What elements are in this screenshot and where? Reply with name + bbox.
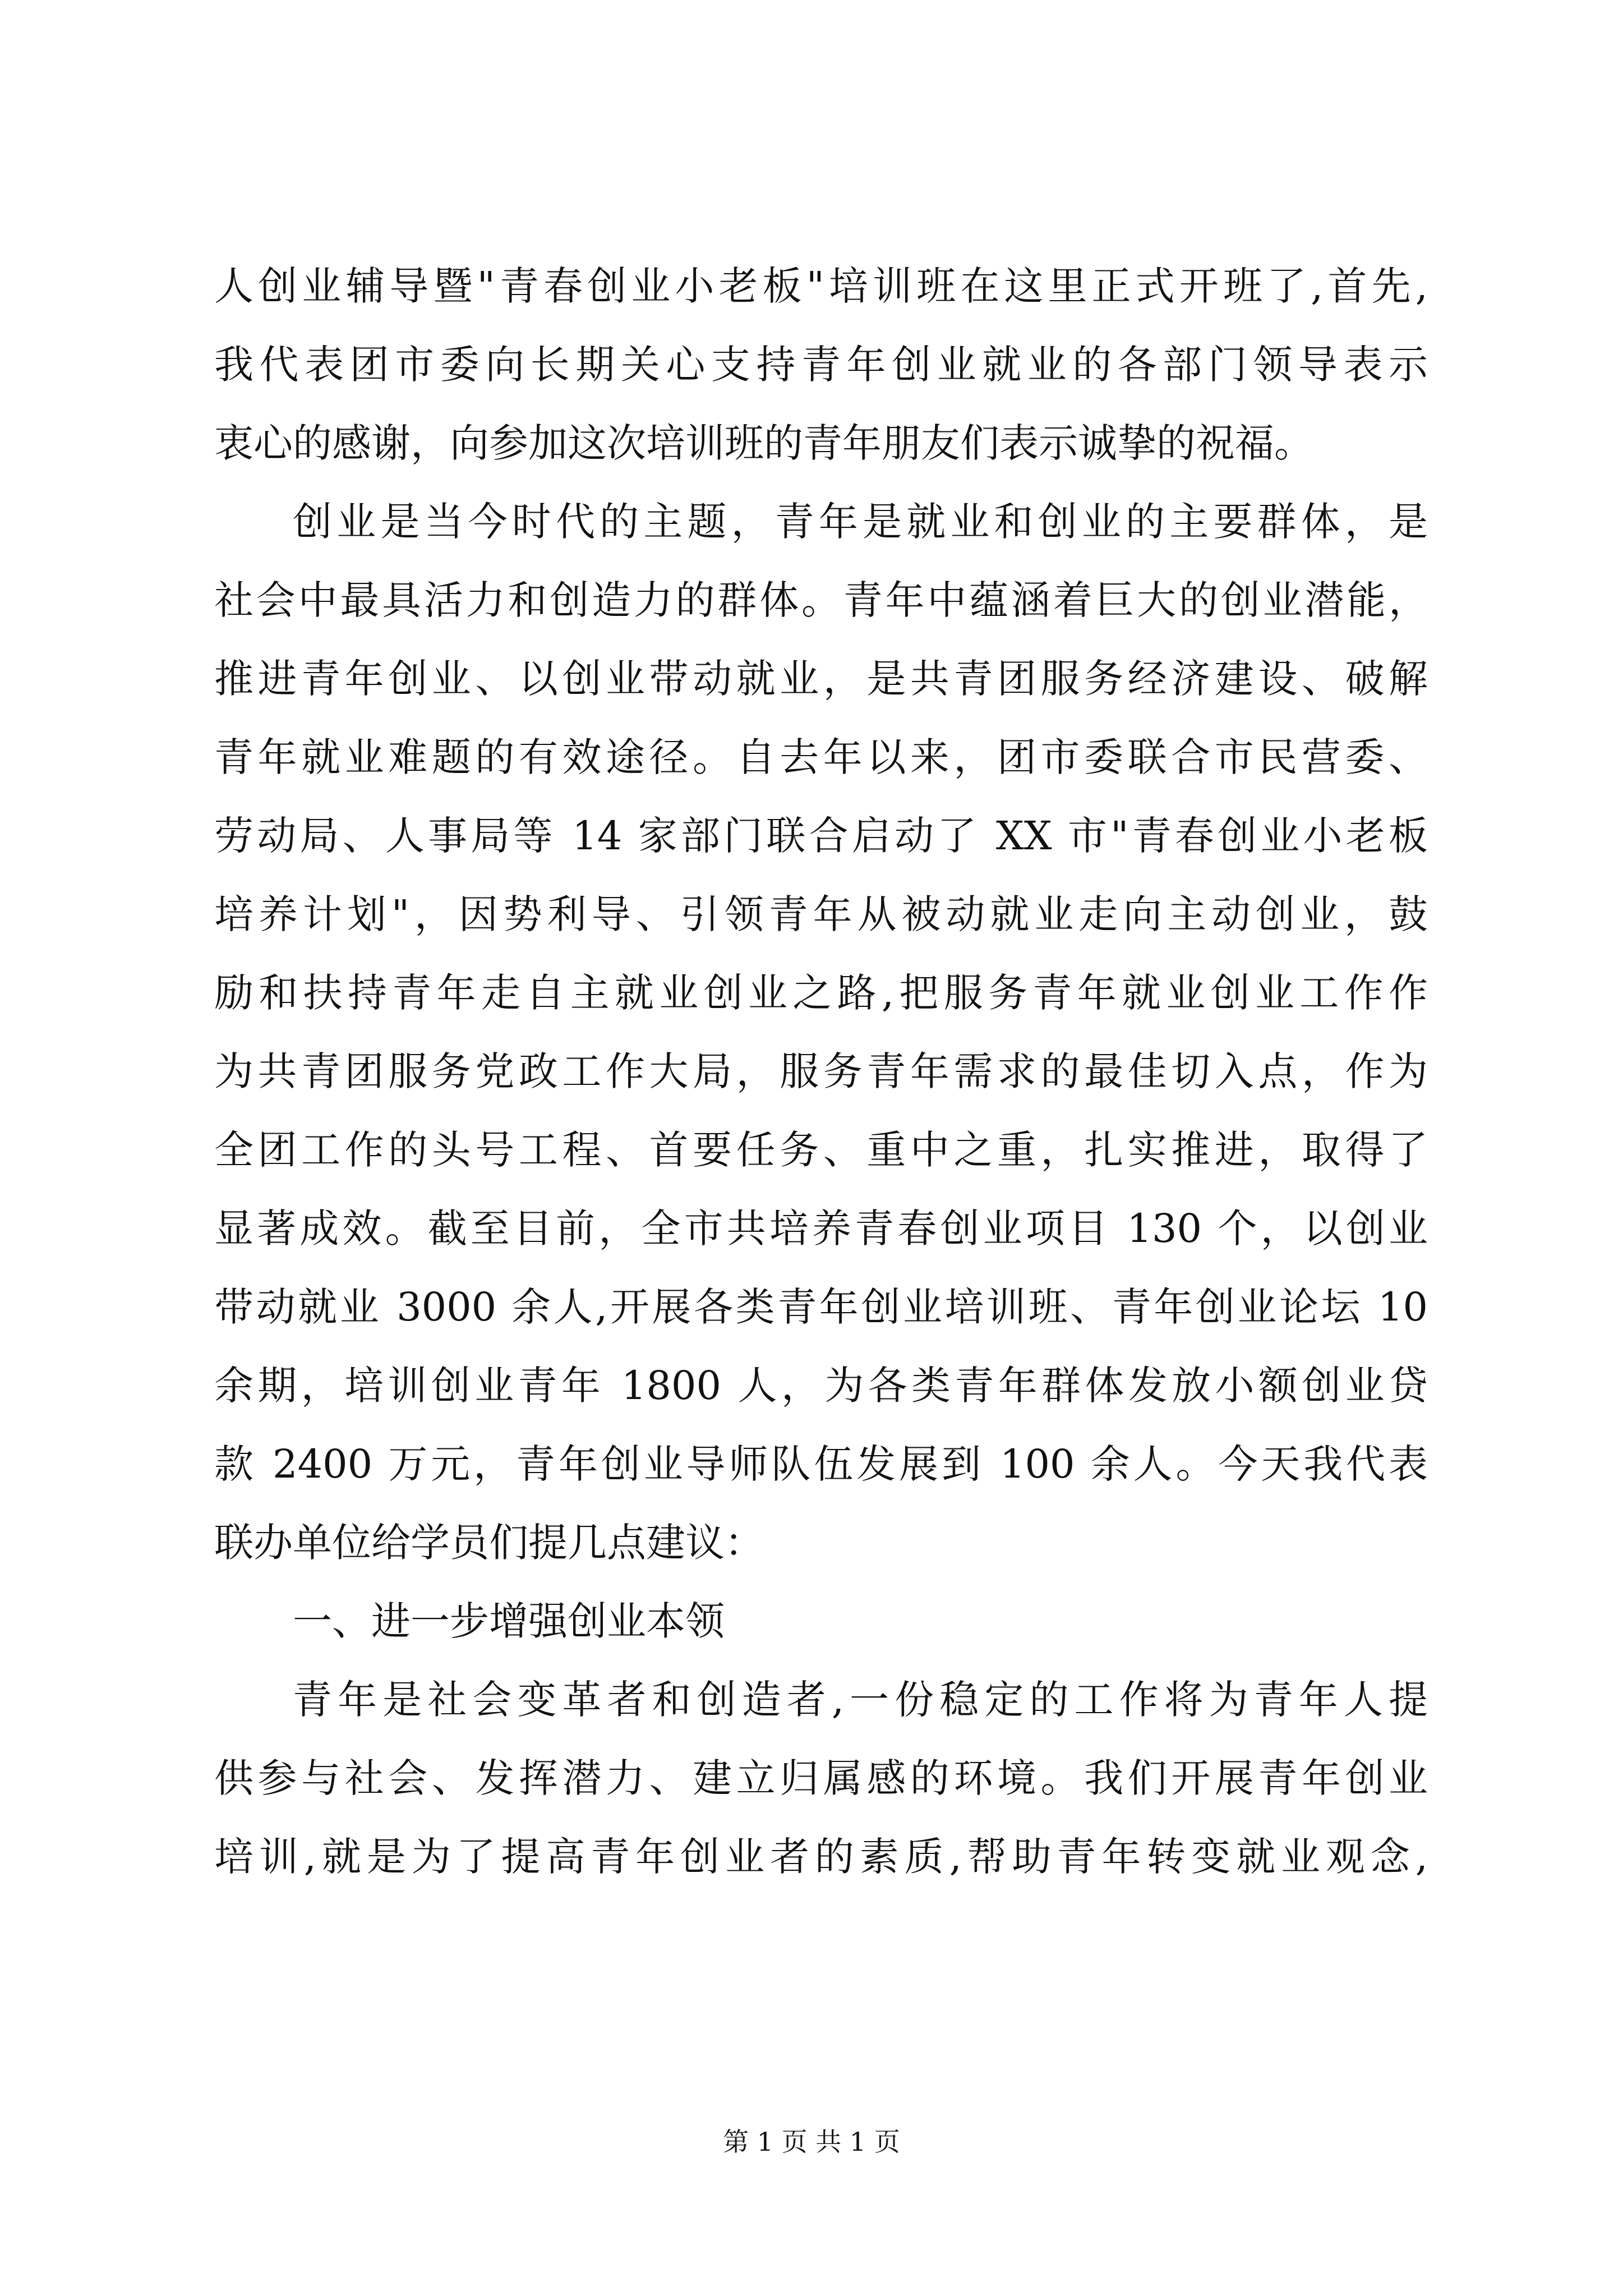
text-line: 为共青团服务党政工作大局，服务青年需求的最佳切入点，作为 xyxy=(214,1048,1428,1094)
text-line: 创业是当今时代的主题，青年是就业和创业的主要群体，是 xyxy=(293,499,1428,545)
text-line: 余期，培训创业青年 1800 人，为各类青年群体发放小额创业贷 xyxy=(214,1363,1428,1409)
section-heading: 一、进一步增强创业本领 xyxy=(293,1598,725,1644)
text-line: 青年就业难题的有效途径。自去年以来，团市委联合市民营委、 xyxy=(214,734,1428,780)
text-line: 青年是社会变革者和创造者,一份稳定的工作将为青年人提 xyxy=(293,1677,1428,1723)
text-line: 培训,就是为了提高青年创业者的素质,帮助青年转变就业观念, xyxy=(214,1834,1428,1880)
text-line: 联办单位给学员们提几点建议： xyxy=(214,1520,764,1566)
text-line: 带动就业 3000 余人,开展各类青年创业培训班、青年创业论坛 10 xyxy=(214,1284,1428,1330)
text-line: 全团工作的头号工程、首要任务、重中之重，扎实推进，取得了 xyxy=(214,1127,1428,1173)
text-line: 励和扶持青年走自主就业创业之路,把服务青年就业创业工作作 xyxy=(214,970,1428,1016)
text-line: 培养计划"，因势利导、引领青年从被动就业走向主动创业，鼓 xyxy=(214,891,1428,937)
text-line: 推进青年创业、以创业带动就业，是共青团服务经济建设、破解 xyxy=(214,656,1428,702)
body-text xyxy=(214,247,1428,1896)
text-line: 供参与社会、发挥潜力、建立归属感的环境。我们开展青年创业 xyxy=(214,1755,1428,1801)
text-line: 衷心的感谢，向参加这次培训班的青年朋友们表示诚挚的祝福。 xyxy=(214,420,1313,466)
text-line: 劳动局、人事局等 14 家部门联合启动了 XX 市"青春创业小老板 xyxy=(214,813,1428,859)
text-line: 我代表团市委向长期关心支持青年创业就业的各部门领导表示 xyxy=(214,342,1428,388)
text-line: 显著成效。截至目前，全市共培养青春创业项目 130 个，以创业 xyxy=(214,1205,1428,1251)
page-footer: 第 1 页 共 1 页 xyxy=(723,2127,900,2157)
text-line: 人创业辅导暨"青春创业小老板"培训班在这里正式开班了,首先, xyxy=(214,263,1428,309)
text-line: 社会中最具活力和创造力的群体。青年中蕴涵着巨大的创业潜能， xyxy=(214,577,1428,623)
text-line: 款 2400 万元，青年创业导师队伍发展到 100 余人。今天我代表 xyxy=(214,1441,1428,1487)
